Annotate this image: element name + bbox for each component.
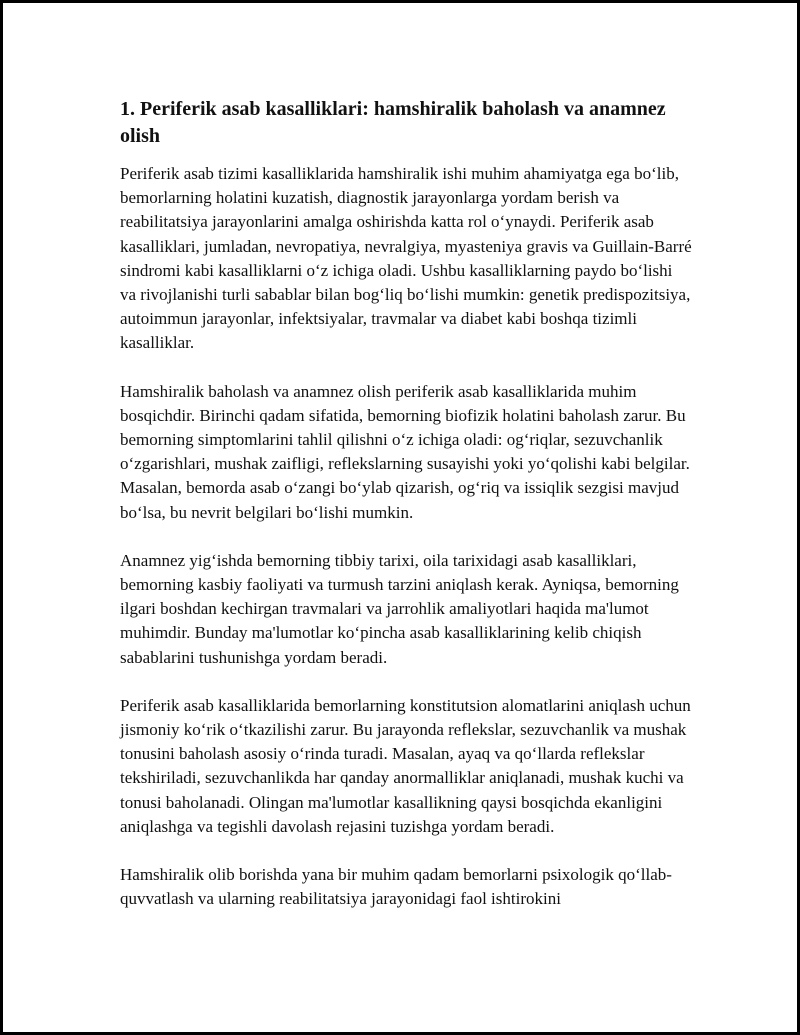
document-body (120, 96, 692, 935)
section-heading: 1. Periferik asab kasalliklari: hamshiralik baholash va anamnez olish (120, 98, 666, 147)
paragraph-5: Hamshiralik olib borishda yana bir muhim qadam bemorlarni psixologik qo‘llab-quvvatlash va ularning reabilitatsiya jarayonidagi faol ishtirokini (120, 865, 672, 909)
paragraph-3: Anamnez yig‘ishda bemorning tibbiy tarixi, oila tarixidagi asab kasalliklari, bemorning kasbiy faoliyati va turmush tarzini aniqlash kerak. Ayniqsa, bemorning ilgari boshdan kechirgan travmalari va jarrohlik amaliyotlari haqida ma'lumot muhimdir. Bunday ma'lumotlar ko‘pincha asab kasalliklarining kelib chiqish sabablarini tushunishga yordam beradi. (120, 550, 679, 667)
paragraph-1: Periferik asab tizimi kasalliklarida hamshiralik ishi muhim ahamiyatga ega bo‘lib, bemorlarning holatini kuzatish, diagnostik jarayonlarga yordam berish va reabilitatsiya jarayonlarini amalga oshirishda katta rol o‘ynaydi. Periferik asab kasalliklari, jumladan, nevropatiya, nevralgiya, myasteniya gravis va Guillain-Barré sindromi kabi kasalliklarni o‘z ichiga oladi. Ushbu kasalliklarning paydo bo‘lishi va rivojlanishi turli sabablar bilan bog‘liq bo‘lishi mumkin: genetik predispozitsiya, autoimmun jarayonlar, infektsiyalar, travmalar va diabet kabi boshqa tizimli kasalliklar. (120, 164, 692, 353)
paragraph-2: Hamshiralik baholash va anamnez olish periferik asab kasalliklarida muhim bosqichdir. Birinchi qadam sifatida, bemorning biofizik holatini baholash zarur. Bu bemorning simptomlarini tahlil qilishni o‘z ichiga oladi: og‘riqlar, sezuvchanlik o‘zgarishlari, mushak zaifligi, reflekslarning susayishi yoki yo‘qolishi kabi belgilar. Masalan, bemorda asab o‘zangi bo‘ylab qizarish, og‘riq va issiqlik sezgisi mavjud bo‘lsa, bu nevrit belgilari bo‘lishi mumkin. (120, 381, 690, 522)
paragraph-4: Periferik asab kasalliklarida bemorlarning konstitutsion alomatlarini aniqlash uchun jismoniy ko‘rik o‘tkazilishi zarur. Bu jarayonda reflekslar, sezuvchanlik va mushak tonusini baholash asosiy o‘rinda turadi. Masalan, ayaq va qo‘llarda reflekslar tekshiriladi, sezuvchanlikda har qanday anormalliklar aniqlanadi, mushak kuchi va tonusi baholanadi. Olingan ma'lumotlar kasallikning qaysi bosqichda ekanligini aniqlashga va tegishli davolash rejasini tuzishga yordam beradi. (120, 695, 691, 836)
